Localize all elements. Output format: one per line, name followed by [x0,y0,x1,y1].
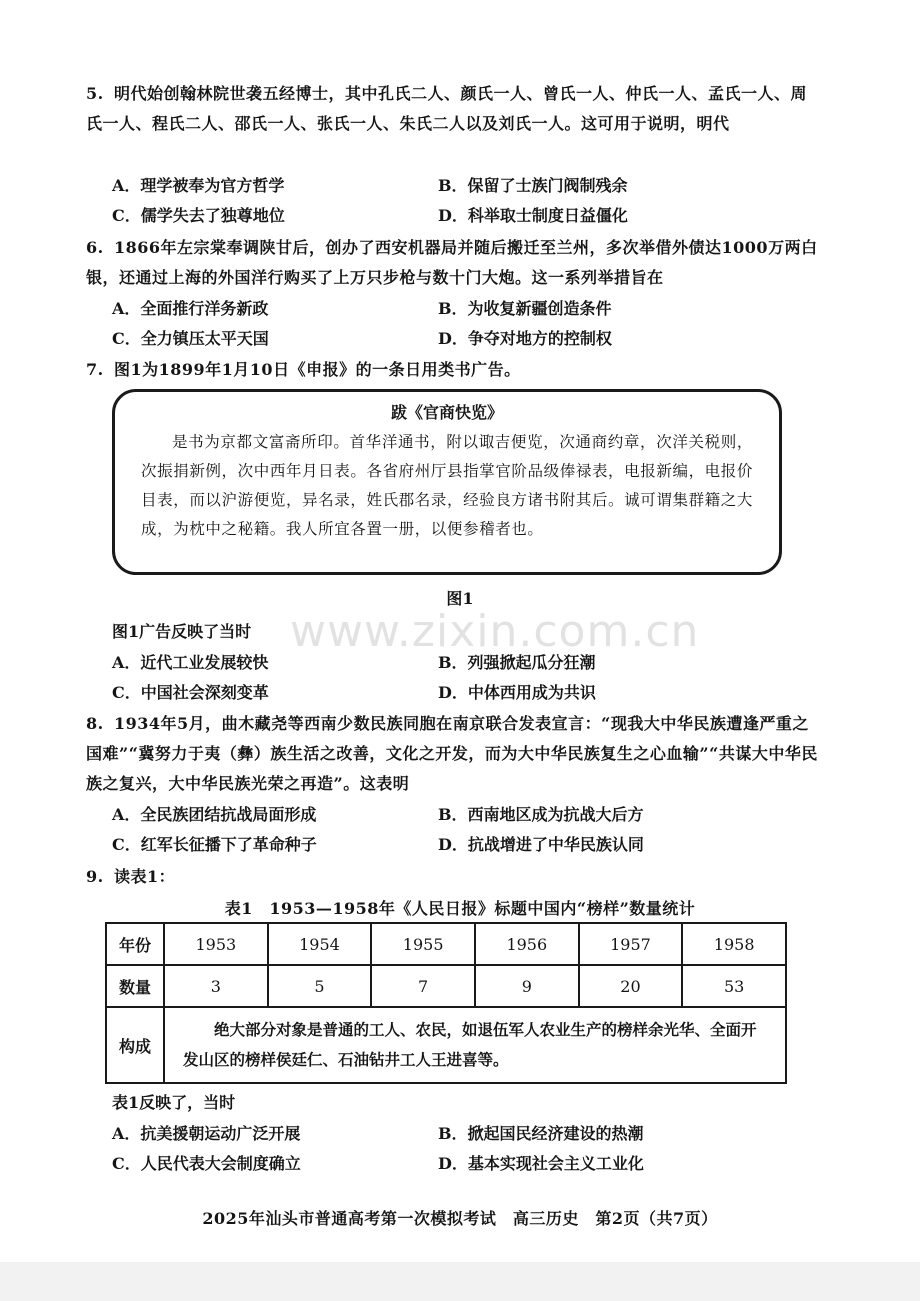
row-header-composition: 构成 [106,1007,164,1083]
option-a: A．理学被奉为官方哲学 [112,176,285,195]
row-header-year: 年份 [106,923,164,965]
newspaper-ad-figure [112,389,782,575]
composition-cell: 绝大部分对象是普通的工人、农民，如退伍军人农业生产的榜样余光华、全面开发山区的榜样侯廷仁、石油钻井工人王进喜等。 [164,1007,786,1083]
question-stem: 明代始创翰林院世袭五经博士，其中孔氏二人、颜氏一人、曾氏一人、仲氏一人、孟氏一人、周氏一人、程氏二人、邵氏一人、张氏一人、朱氏二人以及刘氏一人。这可用于说明，明代 [86,84,808,133]
option-b: B．掀起国民经济建设的热潮 [438,1124,644,1143]
question-number: 5. [86,84,104,103]
option-d: D．中体西用成为共识 [438,683,596,702]
statistics-table [105,922,787,1084]
option-a: A．近代工业发展较快 [112,653,269,672]
option-c: C．中国社会深刻变革 [112,683,269,702]
option-b: B．列强掀起瓜分狂潮 [438,653,596,672]
option-a: A．全面推行洋务新政 [112,299,269,318]
option-d: D．争夺对地方的控制权 [438,329,612,348]
figure-caption: 图1 [446,589,474,608]
option-d: D．基本实现社会主义工业化 [438,1154,644,1173]
question-8 [86,709,822,799]
question-6-options [112,294,812,354]
table-cell: 9 [475,965,579,1007]
option-b: B．西南地区成为抗战大后方 [438,805,644,824]
option-d: D．抗战增进了中华民族认同 [438,835,644,854]
table-cell: 1954 [268,923,372,965]
question-stem: 图1为1899年1月10日《申报》的一条日用类书广告。 [114,360,521,379]
table-cell: 1958 [682,923,786,965]
table-cell: 1957 [579,923,683,965]
option-b: B．保留了士族门阀制残余 [438,176,628,195]
question-9-prompt: 表1反映了，当时 [112,1093,236,1112]
table-cell: 1953 [164,923,268,965]
option-c: C．红军长征播下了革命种子 [112,835,317,854]
question-number: 6. [86,238,104,257]
question-7-prompt: 图1广告反映了当时 [112,622,252,641]
question-7 [86,355,822,385]
question-number: 7. [86,360,104,379]
table-cell: 53 [682,965,786,1007]
question-stem: 1866年左宗棠奉调陕甘后，创办了西安机器局并随后搬迁至兰州，多次举借外债达1000万两白银，还通过上海的外国洋行购买了上万只步枪与数十门大炮。这一系列举措旨在 [86,238,818,287]
question-number: 9. [86,867,104,886]
option-b: B．为收复新疆创造条件 [438,299,612,318]
question-9-options [112,1119,812,1179]
question-9 [86,862,822,892]
question-stem: 1934年5月，曲木藏尧等西南少数民族同胞在南京联合发表宣言：“现我大中华民族遭逢严重之国难”“冀努力于夷（彝）族生活之改善，文化之开发，而为大中华民族复生之心血输”“共谋大中华民族之复兴，大中华民族光荣之再造”。这表明 [86,714,818,793]
table-cell: 1955 [371,923,475,965]
question-7-options [112,648,812,708]
table-row-composition [106,1007,786,1083]
question-6 [86,233,822,293]
watermark: www.zixin.com.cn [290,606,700,657]
question-5-options [112,171,812,231]
question-8-options [112,800,812,860]
table-cell: 20 [579,965,683,1007]
question-stem: 读表1： [114,867,176,886]
scan-bottom-edge [0,1262,920,1301]
question-number: 8. [86,714,104,733]
table-row-counts [106,965,786,1007]
row-header-count: 数量 [106,965,164,1007]
ad-body: 是书为京都文富斋所印。首华洋通书，附以诹吉便览，次通商约章，次洋关税则，次振捐新例，次中西年月日表。各省府州厅县指掌官阶品级俸禄表，电报新编，电报价目表，而以沪游便览，异名录，姓氏郡名录，经验良方诸书附其后。诚可谓集群籍之大成，为枕中之秘籍。我人所宜各置一册，以便参稽者也。 [141,433,753,538]
table-cell: 3 [164,965,268,1007]
table-row-years [106,923,786,965]
option-a: A．抗美援朝运动广泛开展 [112,1124,301,1143]
table-title: 表1 1953—1958年《人民日报》标题中国内“榜样”数量统计 [224,899,696,918]
option-a: A．全民族团结抗战局面形成 [112,805,317,824]
question-5 [86,79,822,139]
option-c: C．人民代表大会制度确立 [112,1154,301,1173]
option-d: D．科举取士制度日益僵化 [438,206,628,225]
table-cell: 1956 [475,923,579,965]
table-cell: 7 [371,965,475,1007]
page-footer: 2025年汕头市普通高考第一次模拟考试 高三历史 第2页（共7页） [202,1209,718,1228]
table-cell: 5 [268,965,372,1007]
ad-title: 跋《官商快览》 [390,403,503,422]
option-c: C．全力镇压太平天国 [112,329,269,348]
option-c: C．儒学失去了独尊地位 [112,206,285,225]
